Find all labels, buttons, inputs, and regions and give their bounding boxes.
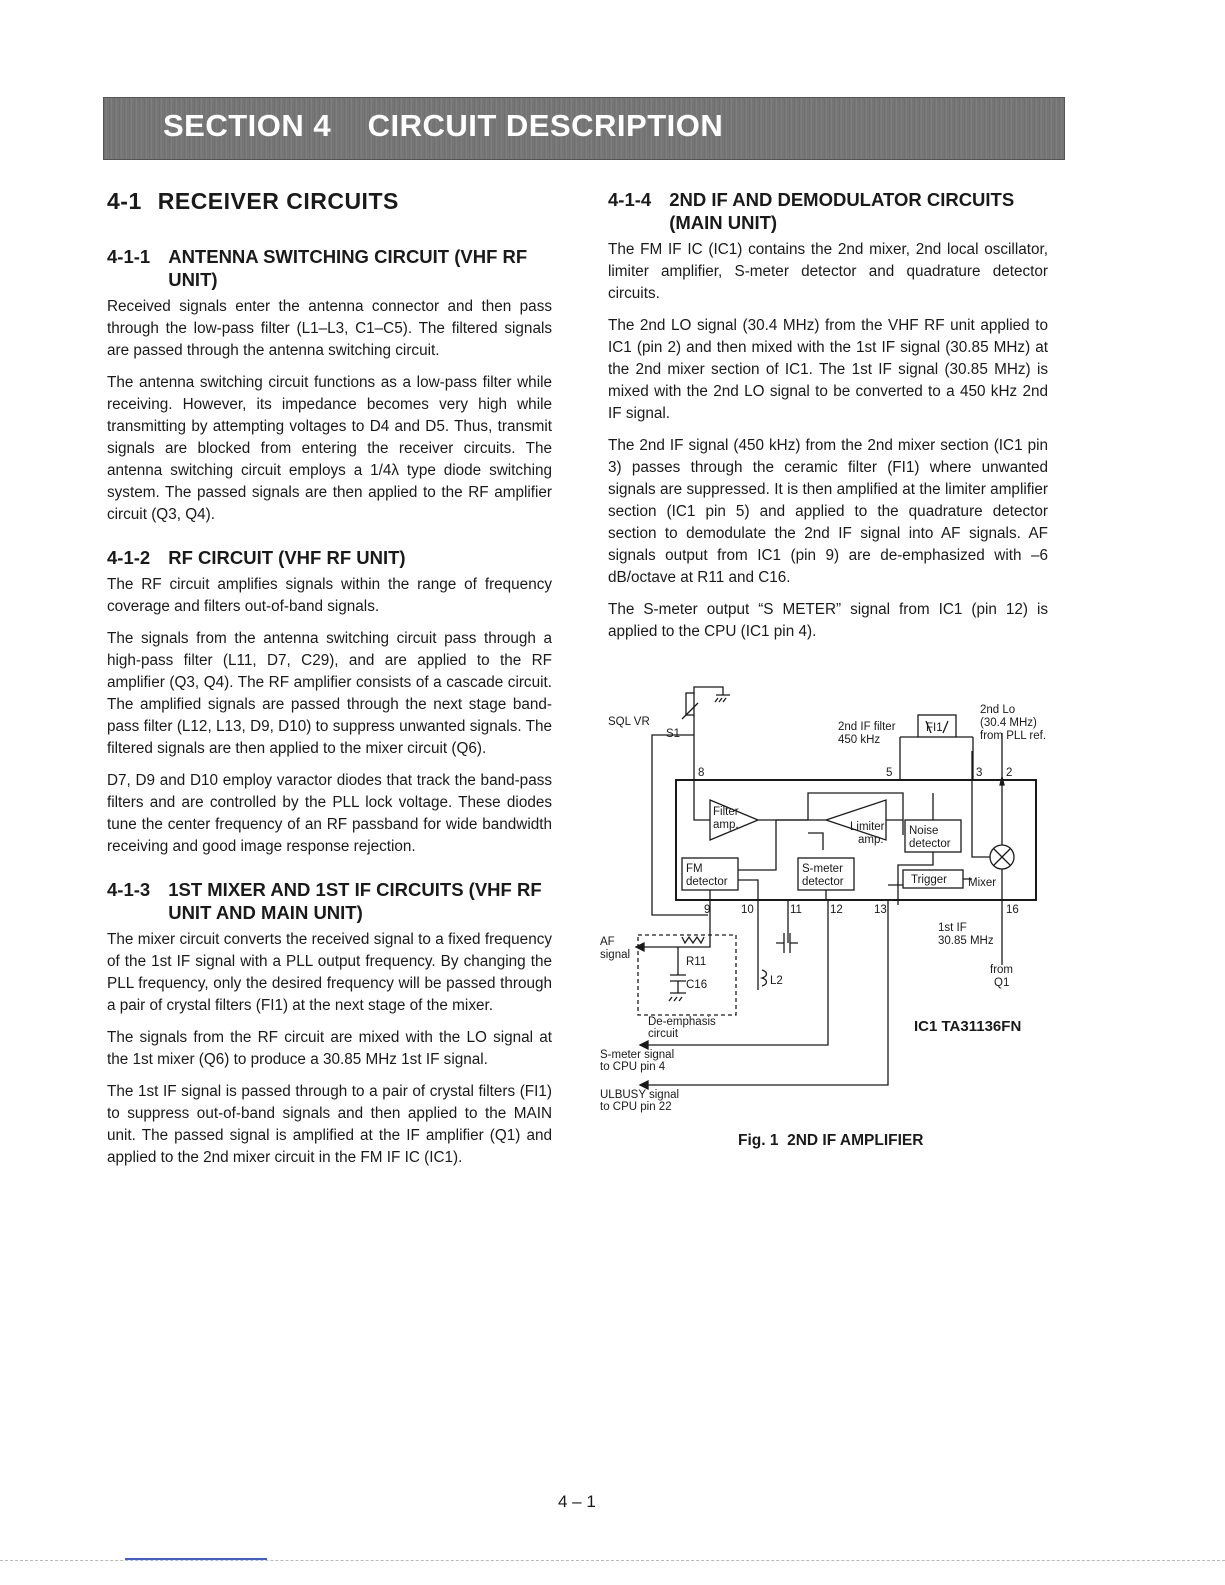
footer-accent [125, 1558, 267, 1560]
paragraph: The antenna switching circuit functions as a low-pass filter while receiving. However, its impedance becomes very high while transmitting by attempting voltages to D4 and D5. Thus, transmit signals are blocked from entering the receiver circuits. The antenna switching circuit employs a 1/4λ type diode switching system. The passed signals are then applied to the RF amplifier circuit (Q3, Q4). [107, 374, 552, 523]
paragraph: Received signals enter the antenna connector and then pass through the low-pass filter (L1–L3, C1–C5). The filtered signals are passed through the antenna switching circuit. [107, 298, 552, 359]
label-fi1: FI1 [926, 722, 943, 734]
r11-zigzag [682, 937, 704, 943]
label-smeter-cpu: to CPU pin 4 [600, 1061, 666, 1073]
subsection-heading-4-1-4 [608, 188, 1048, 234]
ground-symbol [715, 695, 730, 702]
label-pin2: 2 [1006, 767, 1013, 779]
section-banner-title: SECTION 4 CIRCUIT DESCRIPTION [163, 108, 724, 143]
subsection-title: 1ST MIXER AND 1ST IF CIRCUITS (VHF RF UNIT AND MAIN UNIT) [168, 879, 542, 923]
subsection-number: 4-1-4 [608, 189, 652, 210]
footer-rule [0, 1560, 1225, 1561]
label-if-filter-freq: 450 kHz [838, 734, 881, 746]
label-pin3: 3 [976, 767, 983, 779]
limiter-output [776, 820, 826, 858]
paragraph: The signals from the antenna switching circuit pass through a high-pass filter (L11, D7, C29), and are applied to the RF amplifier (Q3, Q4). The RF amplifier consists of a cascade circuit. The amplified signals are passed through the next stage band-pass filter (L12, L13, D9, D10) to suppress unwanted signals. The filtered signals are then applied to the mixer circuit (Q6). [107, 630, 552, 757]
label-ulbusy-signal: ULBUSY signal [600, 1089, 680, 1101]
label-trigger: Trigger [911, 874, 947, 886]
label-from: from [990, 964, 1013, 976]
smeter-arrowhead [640, 1041, 648, 1049]
label-ic1: IC1 TA31136FN [914, 1018, 1022, 1035]
lo-arrowhead [1000, 777, 1004, 785]
label-filter-amp: Filter [713, 806, 739, 818]
label-lo: 2nd Lo [980, 704, 1016, 716]
limiter-to-smeter [808, 833, 823, 850]
label-pin11: 11 [790, 904, 802, 916]
paragraph: The S-meter output “S METER” signal from IC1 (pin 12) is applied to the CPU (IC1 pin 4). [608, 601, 1048, 640]
c16-ground [669, 993, 686, 1001]
section-title: RECEIVER CIRCUITS [157, 188, 399, 214]
left-column [107, 188, 552, 1179]
label-filter-amp-2: amp. [713, 819, 739, 831]
paragraph: The 2nd IF signal (450 kHz) from the 2nd mixer section (IC1 pin 3) passes through the ceramic filter (FI1) where unwanted signals are suppressed. It is then amplified at the limiter amplifier section (IC1 pin 5) and applied to the quadrature detector section to demodulate the 2nd IF signal into AF signals. AF signals output from IC1 (pin 9) are de-emphasized with –6 dB/octave at R11 and C16. [608, 437, 1048, 586]
label-c16: C16 [686, 979, 708, 991]
subsection-heading-4-1-2 [107, 546, 552, 569]
label-pin8: 8 [698, 767, 705, 779]
section-number: 4-1 [107, 188, 142, 214]
figure-caption: Fig. 1 2ND IF AMPLIFIER [738, 1132, 924, 1149]
label-fm-2: detector [686, 876, 728, 888]
label-mixer: Mixer [968, 877, 997, 889]
pin11-capacitor [776, 933, 798, 953]
subsection-heading-4-1-3 [107, 878, 552, 924]
label-from-q1: Q1 [994, 977, 1010, 989]
paragraph: The FM IF IC (IC1) contains the 2nd mixer, 2nd local oscillator, limiter amplifier, S-meter detector and quadrature detector circuits. [608, 241, 1048, 302]
right-column [608, 188, 1048, 653]
mixer-cross [994, 849, 1010, 865]
label-lo-freq: (30.4 MHz) [980, 717, 1037, 729]
label-limiter: Limiter [850, 821, 885, 833]
sql-vr-wire [694, 687, 723, 695]
label-noise-2: detector [909, 838, 951, 850]
label-pin16: 16 [1006, 904, 1019, 916]
filter-amp-input [694, 780, 710, 820]
label-sql-vr: SQL VR [608, 716, 650, 728]
paragraph: The signals from the RF circuit are mixed with the LO signal at the 1st mixer (Q6) to produce a 30.85 MHz 1st IF signal. [107, 1029, 552, 1068]
paragraph: The mixer circuit converts the received signal to a fixed frequency of the 1st IF signal with a PLL output frequency. By changing the PLL frequency, only the desired frequency will be passed through a pair of crystal filters (FI1) at the next stage of the mixer. [107, 931, 552, 1014]
label-deemphasis-2: circuit [648, 1028, 679, 1040]
label-l2: L2 [770, 975, 783, 987]
label-pin5: 5 [886, 767, 893, 779]
sql-left-wire [652, 735, 711, 916]
subsection-number: 4-1-3 [107, 879, 151, 900]
paragraph: The 1st IF signal is passed through to a pair of crystal filters (FI1) to suppress out-of-band signals and then applied to the MAIN unit. The passed signal is amplified at the IF amplifier (Q1) and applied to the 2nd mixer circuit in the FM IF IC (IC1). [107, 1083, 552, 1166]
label-smeter-signal: S-meter signal [600, 1049, 675, 1061]
if-amplifier-diagram [598, 675, 1068, 1135]
label-pin13: 13 [874, 904, 887, 916]
paragraph: The RF circuit amplifies signals within the range of frequency coverage and filters out-of-band signals. [107, 576, 552, 615]
paragraph: The 2nd LO signal (30.4 MHz) from the VHF RF unit applied to IC1 (pin 2) and then mixed with the 1st IF signal (30.85 MHz) at the 2nd mixer section of IC1. The 1st IF signal (30.85 MHz) is mixed with the 2nd LO signal to be converted to a 450 kHz 2nd IF signal. [608, 317, 1048, 422]
fm-to-pin10 [738, 880, 758, 900]
label-pin10: 10 [741, 904, 754, 916]
label-pin9: 9 [704, 904, 711, 916]
section-banner [103, 97, 1065, 160]
subsection-title: 2ND IF AND DEMODULATOR CIRCUITS (MAIN UNIT) [669, 189, 1015, 233]
subsection-heading-4-1-1 [107, 245, 552, 291]
subsection-title: RF CIRCUIT (VHF RF UNIT) [168, 547, 406, 568]
label-smeter-2: detector [802, 876, 844, 888]
mixer-out [972, 780, 990, 857]
label-limiter-2: amp. [858, 834, 884, 846]
label-af-signal: signal [600, 949, 631, 961]
af-wire [638, 915, 710, 947]
circuit-schematic [598, 675, 1068, 1135]
fm-input [738, 858, 776, 870]
af-arrowhead [636, 943, 644, 951]
fi1-wires [900, 737, 973, 780]
label-r11: R11 [686, 956, 707, 968]
vr-arrow [682, 703, 698, 719]
l2-coil [762, 970, 767, 986]
label-lo-source: from PLL ref. [980, 730, 1047, 742]
label-pin12: 12 [830, 904, 843, 916]
label-ulbusy-cpu: to CPU pin 22 [600, 1101, 672, 1113]
ulbusy-arrowhead [640, 1081, 648, 1089]
label-fm: FM [686, 863, 703, 875]
label-if-filter: 2nd IF filter [838, 721, 896, 733]
page-number: 4 – 1 [558, 1492, 596, 1511]
subsection-number: 4-1-1 [107, 246, 151, 267]
c16-capacitor [670, 947, 686, 993]
subsection-number: 4-1-2 [107, 547, 151, 568]
label-first-if: 1st IF [938, 922, 967, 934]
label-s1: S1 [666, 728, 681, 740]
label-deemphasis: De-emphasis [648, 1016, 716, 1028]
paragraph: D7, D9 and D10 employ varactor diodes that track the band-pass filters and are controlled by the PLL lock voltage. These diodes tune the center frequency of an RF passband for wide bandwidth receiving and good image response rejection. [107, 772, 552, 855]
label-noise: Noise [909, 825, 939, 837]
section-heading [107, 188, 552, 215]
label-smeter: S-meter [802, 863, 843, 875]
label-af: AF [600, 936, 615, 948]
subsection-title: ANTENNA SWITCHING CIRCUIT (VHF RF UNIT) [168, 246, 528, 290]
label-first-if-freq: 30.85 MHz [938, 935, 994, 947]
